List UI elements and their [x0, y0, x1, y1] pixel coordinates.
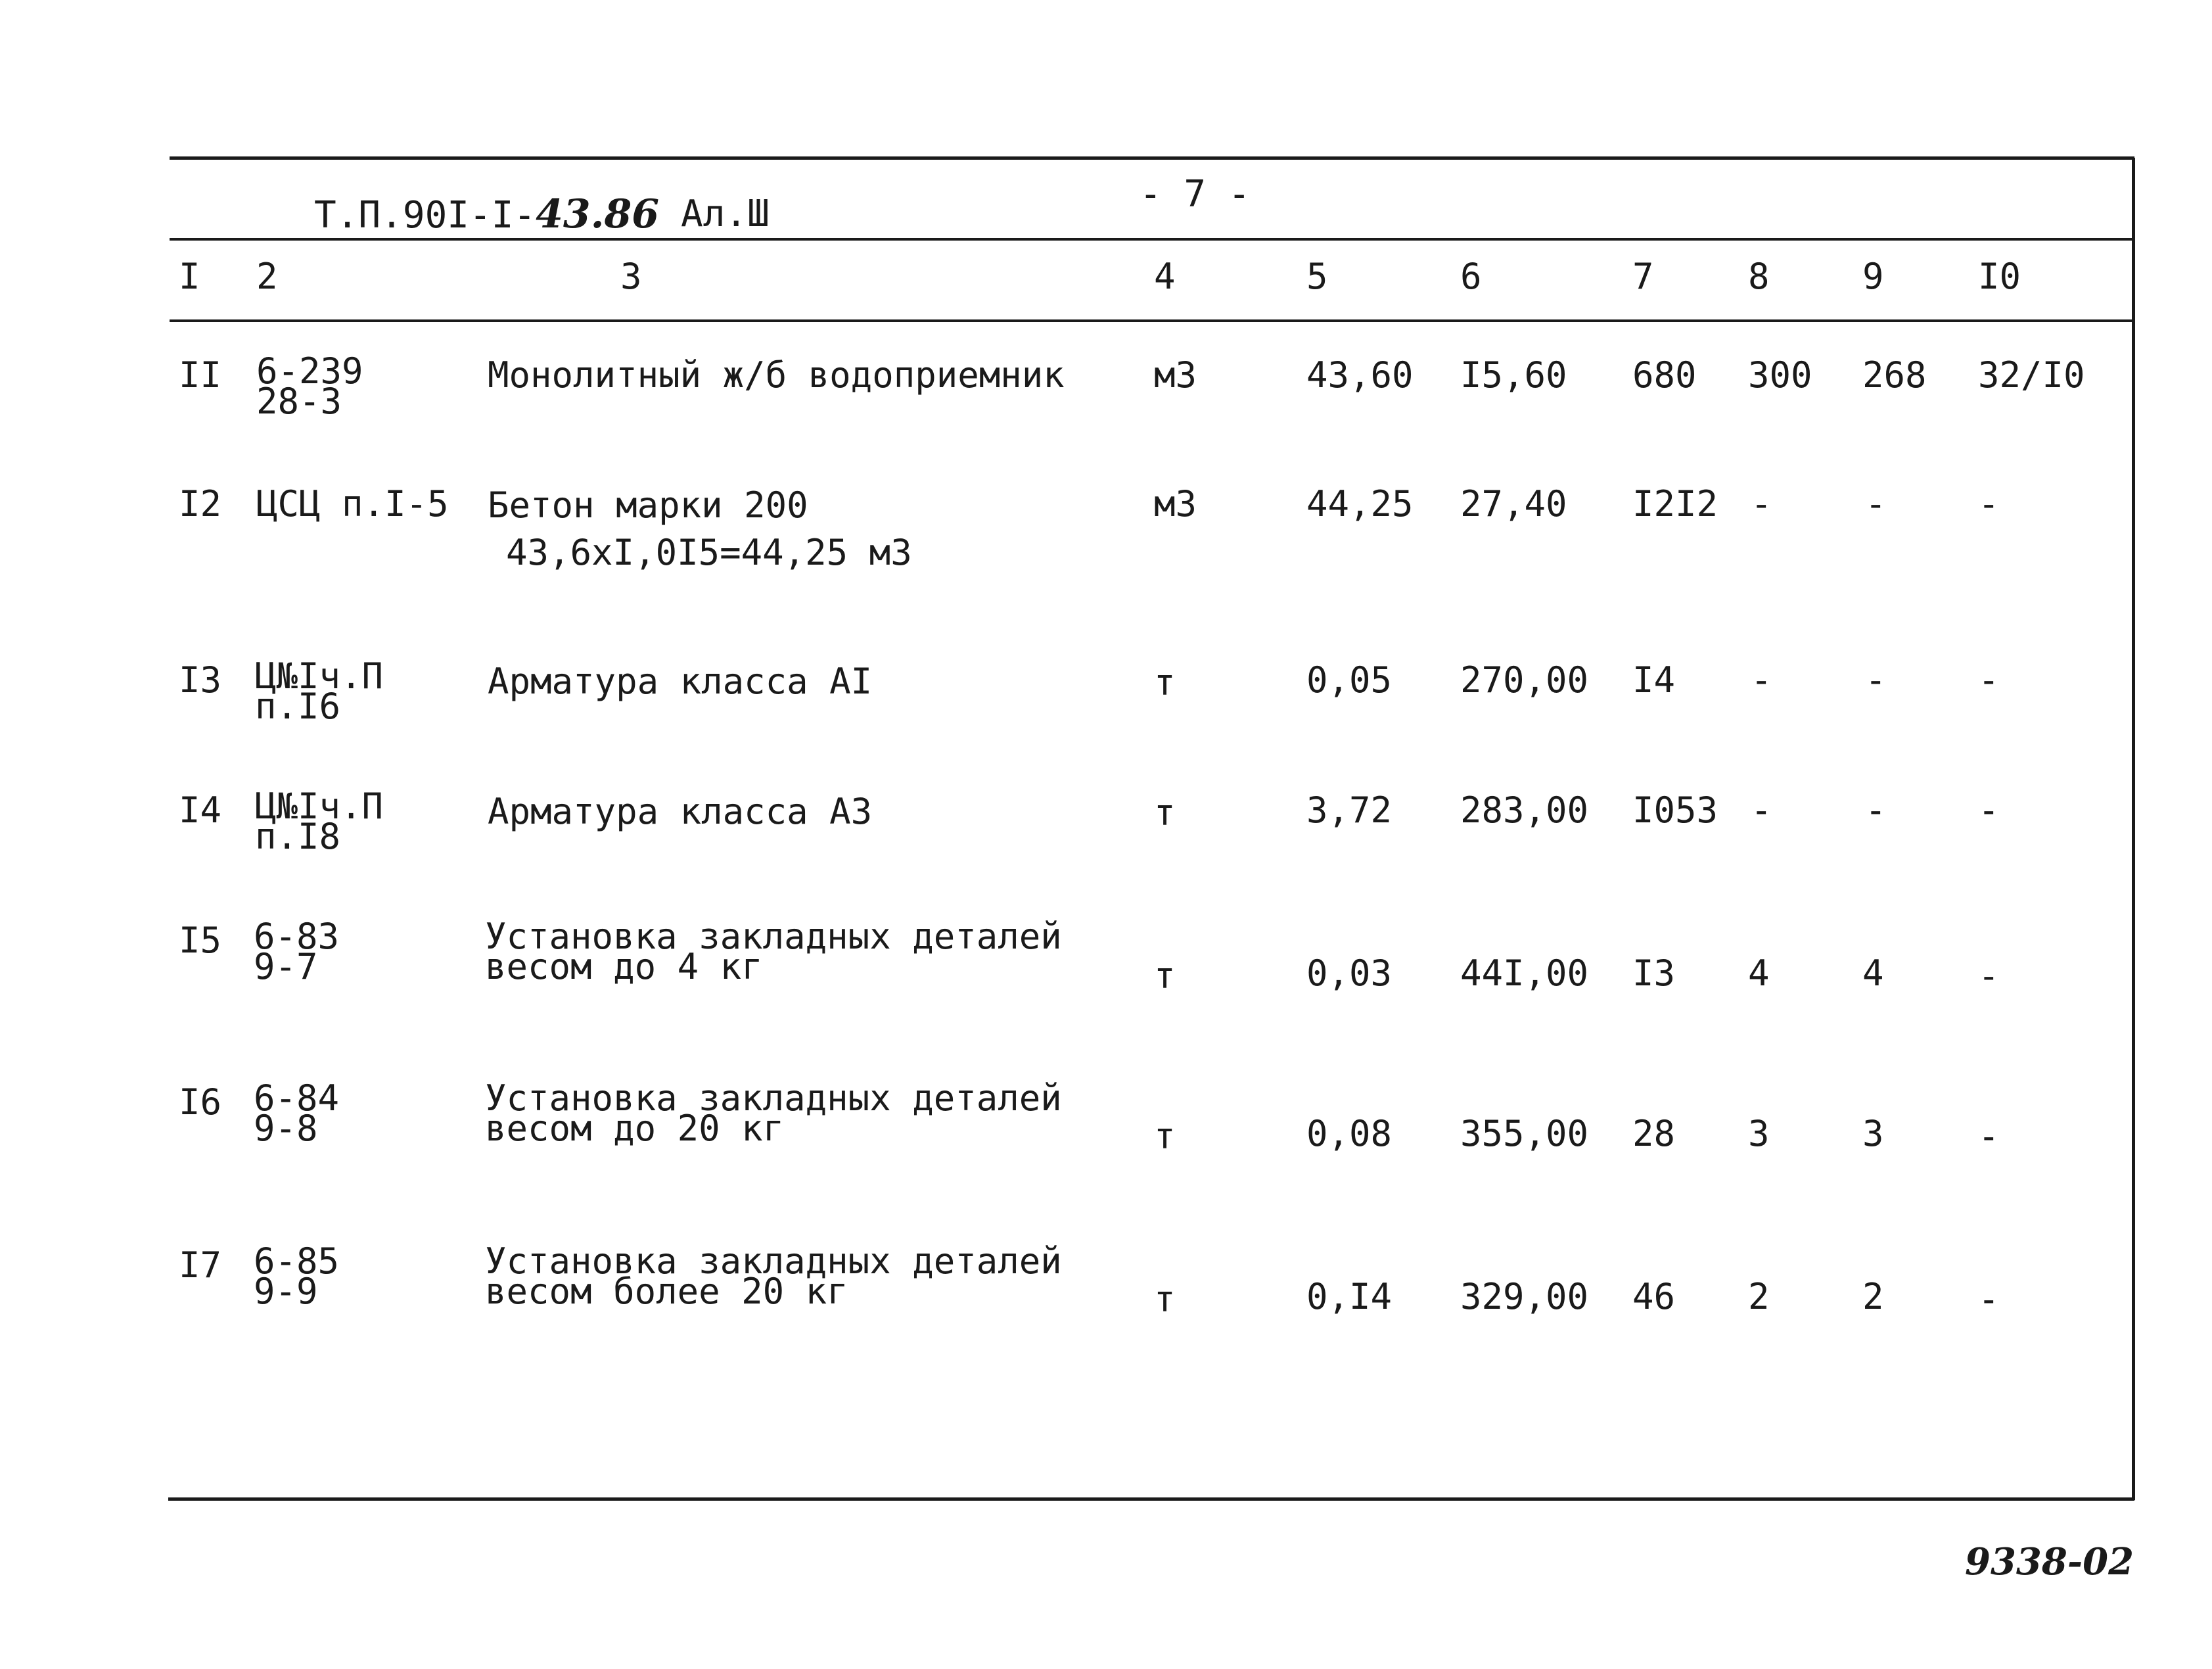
column-9-value: -: [1865, 659, 1887, 701]
work-description: Бетон марки 200: [488, 484, 808, 526]
unit-cost: 27,40: [1460, 483, 1567, 525]
total-cost: 680: [1632, 354, 1697, 396]
unit-cost: 283,00: [1460, 789, 1589, 831]
column-10-value: -: [1978, 659, 2000, 701]
norm-code-line: Ц№Iч.П: [255, 786, 384, 827]
total-cost: 28: [1632, 1113, 1676, 1154]
total-cost: I4: [1632, 659, 1676, 701]
norm-code-line: 6-85: [254, 1240, 340, 1282]
norm-code-line: п.I8: [255, 816, 341, 857]
handwritten-document-number: 9338-02: [1965, 1540, 2134, 1584]
quantity: 43,60: [1306, 354, 1414, 396]
row-number: I2: [179, 483, 222, 525]
norm-code: [255, 655, 384, 727]
unit-cost: I5,60: [1460, 354, 1567, 396]
row-number: I7: [179, 1244, 222, 1286]
norm-code-line: 6-84: [254, 1077, 340, 1119]
work-description-line: весом более 20 кг: [485, 1271, 848, 1312]
column-header-4: 4: [1154, 256, 1176, 297]
column-header-3: 3: [620, 256, 642, 297]
column-header-divider: [170, 319, 2134, 322]
norm-code: [256, 350, 363, 422]
column-8-value: -: [1751, 483, 1772, 525]
column-header-8: 8: [1748, 256, 1770, 297]
total-cost: I053: [1632, 789, 1718, 831]
norm-code-line: п.I6: [255, 686, 341, 727]
unit: т: [1154, 1116, 1176, 1157]
unit: м3: [1154, 483, 1197, 525]
column-header-5: 5: [1306, 256, 1328, 297]
norm-code-line: 9-7: [254, 946, 318, 987]
column-header-9: 9: [1862, 256, 1884, 297]
unit-cost: 329,00: [1460, 1276, 1589, 1317]
row-number: I3: [179, 659, 222, 701]
unit: т: [1154, 955, 1176, 997]
work-description-line: Установка закладных деталей: [485, 1240, 1062, 1282]
column-10-value: -: [1978, 483, 2000, 525]
total-cost: I3: [1632, 952, 1676, 994]
work-description: Монолитный ж/б водоприемник: [488, 354, 1065, 396]
work-description: Арматура класса АI: [488, 661, 873, 702]
column-8-value: -: [1751, 789, 1772, 831]
quantity: 0,I4: [1306, 1276, 1393, 1317]
quantity: 3,72: [1306, 789, 1393, 831]
row-number: II: [179, 354, 222, 396]
work-description-line: весом до 20 кг: [485, 1108, 785, 1149]
column-10-value: -: [1978, 1116, 2000, 1157]
column-9-value: -: [1865, 483, 1887, 525]
work-description: [485, 1077, 1062, 1149]
column-8-value: 2: [1748, 1276, 1770, 1317]
norm-code-line: 6-239: [256, 350, 363, 392]
column-8-value: 3: [1748, 1113, 1770, 1154]
column-header-2: 2: [256, 256, 278, 297]
row-number: I4: [179, 789, 222, 831]
column-10-value: -: [1978, 955, 2000, 997]
work-description-line: Установка закладных деталей: [485, 1077, 1062, 1119]
work-description: [485, 916, 1062, 987]
column-header-6: 6: [1460, 256, 1482, 297]
column-10-value: -: [1978, 1279, 2000, 1320]
document-code: [314, 191, 660, 237]
unit-cost: 355,00: [1460, 1113, 1589, 1154]
work-description: Арматура класса А3: [488, 791, 873, 832]
unit: м3: [1154, 354, 1197, 396]
column-10-value: 32/I0: [1978, 354, 2085, 396]
unit: т: [1154, 1279, 1176, 1320]
column-8-value: 300: [1748, 354, 1812, 396]
unit: т: [1154, 792, 1176, 834]
column-9-value: 4: [1862, 952, 1884, 994]
column-9-value: 268: [1862, 354, 1927, 396]
page-number: - 7 -: [1140, 173, 1251, 216]
quantity: 0,08: [1306, 1113, 1393, 1154]
work-description-calculation: 43,6хI,0I5=44,25 м3: [506, 532, 912, 573]
row-number: I6: [179, 1081, 222, 1123]
column-header-10: I0: [1978, 256, 2021, 297]
work-description-line: весом до 4 кг: [485, 946, 763, 987]
quantity: 44,25: [1306, 483, 1414, 525]
document-code-handwritten: 43.86: [536, 191, 660, 237]
quantity: 0,03: [1306, 952, 1393, 994]
norm-code-line: 6-83: [254, 916, 340, 957]
header-divider: [170, 238, 2134, 241]
norm-code-line: 28-3: [256, 381, 342, 422]
column-8-value: -: [1751, 659, 1772, 701]
total-cost: I2I2: [1632, 483, 1718, 525]
column-9-value: -: [1865, 789, 1887, 831]
total-cost: 46: [1632, 1276, 1676, 1317]
column-9-value: 3: [1862, 1113, 1884, 1154]
right-border: [2132, 158, 2135, 1500]
norm-code: [254, 1077, 340, 1149]
norm-code: ЦСЦ п.I-5: [256, 483, 449, 525]
unit-cost: 270,00: [1460, 659, 1589, 701]
norm-code: [254, 1240, 340, 1312]
document-code-printed: Т.П.90I-I-: [314, 194, 536, 237]
norm-code: [255, 786, 384, 857]
unit-cost: 44I,00: [1460, 952, 1589, 994]
work-description: [485, 1240, 1062, 1312]
unit: т: [1154, 662, 1176, 703]
quantity: 0,05: [1306, 659, 1393, 701]
bottom-border: [168, 1497, 2134, 1501]
column-9-value: 2: [1862, 1276, 1884, 1317]
column-8-value: 4: [1748, 952, 1770, 994]
column-10-value: -: [1978, 789, 2000, 831]
norm-code-line: Ц№Iч.П: [255, 655, 384, 697]
row-number: I5: [179, 920, 222, 961]
work-description-line: Установка закладных деталей: [485, 916, 1062, 957]
norm-code-line: 9-9: [254, 1271, 318, 1312]
norm-code: [254, 916, 340, 987]
column-header-7: 7: [1632, 256, 1654, 297]
column-header-1: I: [179, 256, 200, 297]
top-border: [170, 156, 2134, 160]
norm-code-line: 9-8: [254, 1108, 318, 1149]
album-label: Ал.Ш: [681, 193, 770, 235]
